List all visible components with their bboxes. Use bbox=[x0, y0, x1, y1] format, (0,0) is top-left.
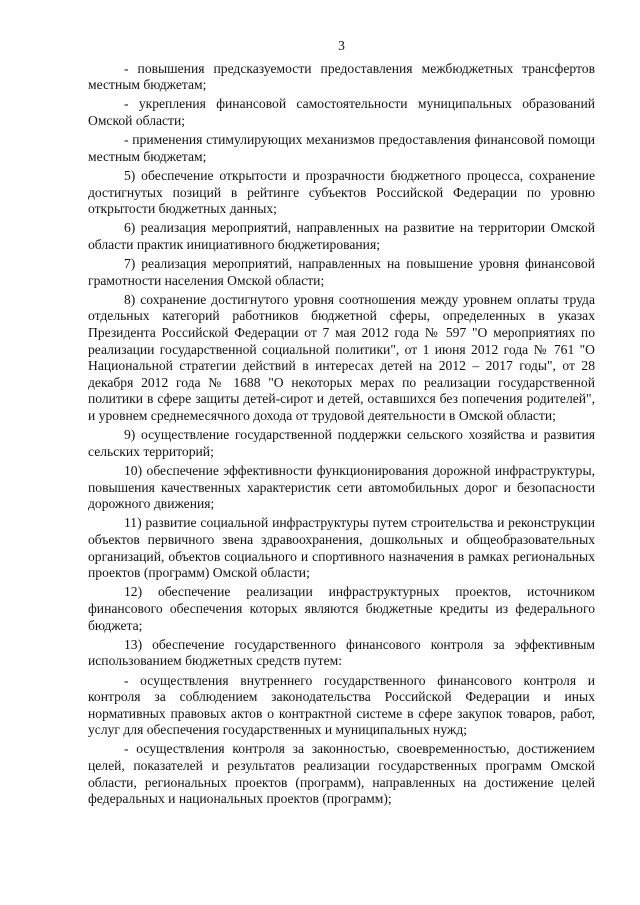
paragraph: 8) сохранение достигнутого уровня соотношения между уровнем оплаты труда отдельных категорий работников бюджетной сферы, определенных в указах Президента Российской Федерации от 7 мая 2012 года № 597 "О мероприятиях по реализации государственной социальной политики", от 1 июня 2012 года № 761 "О Национальной стратегии действий в интересах детей на 2012 – 2017 годы", от 28 декабря 2012 года № 1688 "О некоторых мерах по реализации государственной политики в сфере защиты детей-сирот и детей, оставшихся без попечения родителей", и уровнем среднемесячного дохода от трудовой деятельности в Омской области; bbox=[88, 291, 595, 424]
paragraph: 6) реализация мероприятий, направленных на развитие на территории Омской области практик инициативного бюджетирования; bbox=[88, 220, 595, 252]
paragraph: 7) реализация мероприятий, направленных на повышение уровня финансовой грамотности населения Омской области; bbox=[88, 256, 595, 288]
paragraph: - применения стимулирующих механизмов предоставления финансовой помощи местным бюджетам; bbox=[88, 132, 595, 164]
paragraph: 10) обеспечение эффективности функционирования дорожной инфраструктуры, повышения качественных характеристик сети автомобильных дорог и безопасности дорожного движения; bbox=[88, 463, 595, 512]
page-number: 3 bbox=[338, 38, 345, 53]
paragraph: - повышения предсказуемости предоставления межбюджетных трансфертов местным бюджетам; bbox=[88, 60, 595, 93]
paragraph: - укрепления финансовой самостоятельности муниципальных образований Омской области; bbox=[88, 96, 595, 128]
paragraph: 5) обеспечение открытости и прозрачности бюджетного процесса, сохранение достигнутых позиций в рейтинге субъектов Российской Федерации по уровню открытости бюджетных данных; bbox=[88, 167, 595, 217]
document-page bbox=[88, 38, 595, 810]
paragraph: 9) осуществление государственной поддержки сельского хозяйства и развития сельских территорий; bbox=[88, 427, 595, 459]
paragraph: - осуществления контроля за законностью, своевременностью, достижением целей, показателей и результатов реализации государственных программ Омской области, региональных проектов (программ), направленных на достижение целей федеральных и национальных проектов (программ); bbox=[88, 741, 595, 807]
paragraph: - осуществления внутреннего государственного финансового контроля и контроля за соблюдением законодательства Российской Федерации и иных нормативных правовых актов о контрактной системе в сфере закупок товаров, работ, услуг для обеспечения государственных и муниципальных нужд; bbox=[88, 672, 595, 738]
paragraph: 13) обеспечение государственного финансового контроля за эффективным использованием бюджетных средств путем: bbox=[88, 636, 595, 669]
paragraph: 12) обеспечение реализации инфраструктурных проектов, источником финансового обеспечения которых являются бюджетные кредиты из федерального бюджета; bbox=[88, 584, 595, 633]
paragraph: 11) развитие социальной инфраструктуры путем строительства и реконструкции объектов первичного звена здравоохранения, дошкольных и общеобразовательных организаций, объектов социального и спортивного назначения в рамках региональных проектов (программ) Омской области; bbox=[88, 515, 595, 581]
